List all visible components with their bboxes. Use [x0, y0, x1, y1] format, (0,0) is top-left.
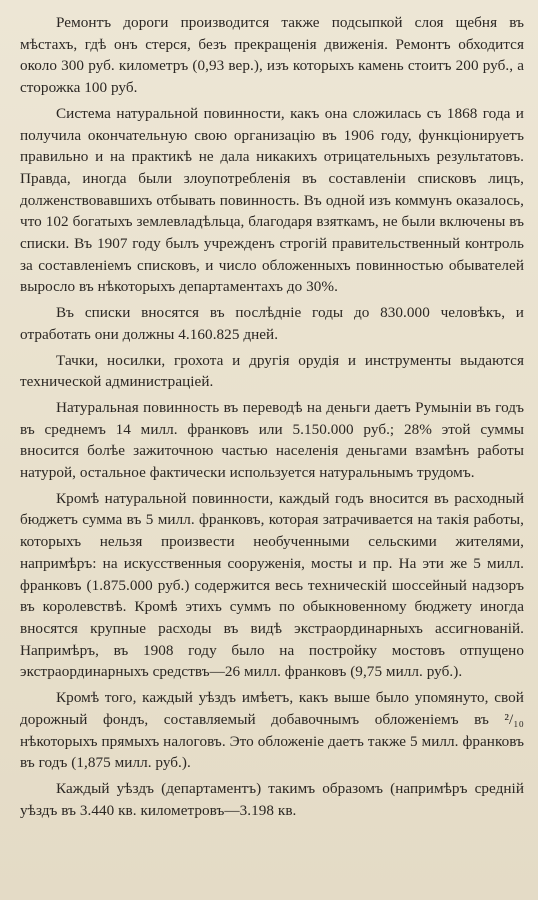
paragraph-road-repair: Ремонтъ дороги производится также подсыпкой слоя щебня въ мѣстахъ, гдѣ онъ стерся, безъ прекращенія движенія. Ремонтъ обходится около 300 руб. километръ (0,93 вер.), изъ которыхъ камень стоитъ 200 руб., а сторожка 100 руб.	[20, 14, 524, 97]
paragraph-budget: Кромѣ натуральной повинности, каждый годъ вносится въ расходный бюджетъ сумма въ 5 милл. франковъ, которая затрачивается на такія работы, которыхъ нельзя произвести необученными сельскими жителями, напримѣръ: на искусственныя сооруженія, мосты и пр. На эти же 5 милл. франковъ (1.875.000 руб.) содержится весь техническій шоссейный надзоръ въ королевствѣ. Кромѣ этихъ суммъ по обыкновенному бюджету иногда вносятся крупные расходы въ видѣ экстраординарныхъ ассигнованій. Напримѣръ, въ 1908 году было на постройку мостовъ отпущено экстраординарныхъ средствъ—26 милл. франковъ (9,75 милл. руб.).	[20, 489, 524, 681]
paragraph-money-equivalent: Натуральная повинность въ переводѣ на деньги даетъ Румыніи въ годъ въ среднемъ 14 милл. франковъ или 5.150.000 руб.; 28% этой суммы вносится болѣе зажиточною частью населенія деньгами взамѣнъ работы натурой, остальное фактически используется натуральнымъ трудомъ.	[20, 398, 524, 482]
paragraph-average-district: Каждый уѣздъ (департаментъ) такимъ образомъ (напримѣръ средній уѣздъ въ 3.440 кв. километровъ—3.198 кв.	[20, 779, 524, 819]
paragraph-district-fund: Кромѣ того, каждый уѣздъ имѣетъ, какъ выше было упомянуто, свой дорожный фондъ, составляемый добавочнымъ обложеніемъ въ ²/₁₀ нѣкоторыхъ прямыхъ налоговъ. Это обложеніе даетъ также 5 милл. франковъ въ годъ (1,875 милл. руб.).	[20, 689, 524, 772]
paragraph-natural-duty-system: Система натуральной повинности, какъ она сложилась съ 1868 года и получила окончательную свою организацію въ 1906 году, функціонируетъ правильно и на практикѣ не дала никакихъ отрицательныхъ результатовъ. Правда, иногда были злоупотребленія въ составленіи списковъ лицъ, долженствовавшихъ отбывать повинность. Въ одной изъ коммунъ оказалось, что 102 богатыхъ землевладѣльца, благодаря взяткамъ, не были включены въ списки. Въ 1907 году былъ учрежденъ строгій правительственный контроль за составленіемъ списковъ, и число обложенныхъ повинностью обывателей выросло въ нѣкоторыхъ департаментахъ до 30%.	[20, 104, 524, 296]
paragraph-tools: Тачки, носилки, грохота и другія орудія и инструменты выдаются технической администраціей.	[20, 351, 524, 391]
paragraph-lists: Въ списки вносятся въ послѣдніе годы до 830.000 человѣкъ, и отработать они должны 4.160.825 дней.	[20, 304, 524, 343]
